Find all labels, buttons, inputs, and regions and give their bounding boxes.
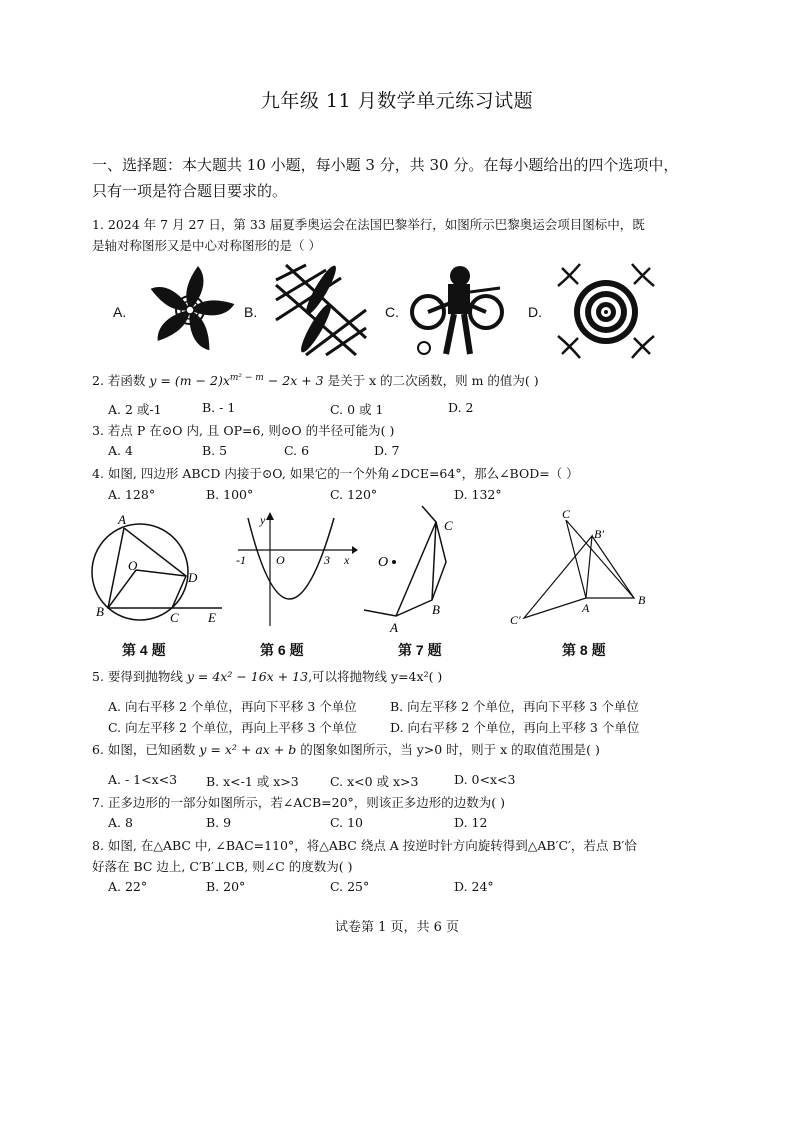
question-8-options	[108, 879, 708, 897]
page-footer: 试卷第 1 页，共 6 页	[334, 920, 460, 935]
fig4-label-b: B	[96, 604, 104, 619]
section-line-2: 只有一项是符合题目要求的。	[92, 182, 288, 200]
q2-option-b[interactable]: B. - 1	[202, 400, 236, 415]
q7-option-c[interactable]: C. 10	[330, 815, 363, 830]
question-5-suffix: ,可以将抛物线 y=4x²( )	[308, 669, 443, 684]
fencing-icon	[266, 260, 370, 360]
q8-option-d[interactable]: D. 24°	[454, 879, 494, 894]
q6-option-c[interactable]: C. x<0 或 x>3	[330, 774, 419, 789]
question-4-options	[108, 487, 708, 505]
question-8	[92, 835, 716, 877]
fig4-label-c: C	[170, 610, 179, 625]
q1-label-b: B.	[244, 304, 258, 320]
q8-option-a[interactable]: A. 22°	[108, 879, 148, 894]
q2-option-d[interactable]: D. 2	[448, 400, 474, 415]
question-6-prefix: 6. 如图，已知函数	[92, 742, 200, 757]
question-5-formula: y = 4x² − 16x + 13	[186, 669, 309, 684]
fig6-label-x: x	[344, 553, 350, 567]
question-2-suffix: 是关于 x 的二次函数，则 m 的值为( )	[323, 373, 539, 389]
cyclist-icon	[408, 262, 508, 360]
q2-option-a[interactable]: A. 2 或-1	[108, 402, 162, 417]
q2-option-c[interactable]: C. 0 或 1	[330, 402, 384, 417]
exam-title: 九年级 11 月数学单元练习试题	[260, 90, 534, 112]
question-1-line-2: 是轴对称图形又是中心对称图形的是（ ）	[92, 238, 321, 253]
fig8-label-c-prime: C′	[510, 613, 521, 627]
caption-figure-4: 第 4 题	[122, 642, 166, 658]
q3-option-a[interactable]: A. 4	[108, 443, 133, 458]
question-5-options-row-2	[108, 718, 708, 736]
question-7-options	[108, 815, 708, 833]
question-3: 3. 若点 P 在⊙O 内, 且 OP=6, 则⊙O 的半径可能为( )	[92, 423, 395, 438]
question-2-formula: y = (m − 2)x	[149, 373, 230, 389]
pinwheel-icon	[142, 262, 238, 358]
figure-8-triangle	[506, 508, 656, 630]
question-6-suffix: 的图象如图所示，当 y>0 时，则于 x 的取值范围是( )	[296, 742, 600, 757]
fig7-label-b: B	[432, 602, 440, 617]
question-6-formula: y = x² + ax + b	[199, 742, 297, 757]
caption-figure-8: 第 8 题	[562, 642, 606, 658]
q4-option-d[interactable]: D. 132°	[454, 487, 502, 502]
q3-option-d[interactable]: D. 7	[374, 443, 400, 458]
question-2	[92, 368, 716, 391]
q6-option-a[interactable]: A. - 1<x<3	[108, 772, 178, 787]
q3-option-c[interactable]: C. 6	[284, 443, 310, 458]
q4-option-b[interactable]: B. 100°	[206, 487, 254, 502]
question-5-options-row-1	[108, 697, 708, 715]
fig7-label-a: A	[390, 620, 398, 634]
fig8-label-b: B	[638, 593, 646, 607]
question-8-line-2: 好落在 BC 边上, C′B′⊥CB, 则∠C 的度数为( )	[92, 859, 353, 874]
fig8-label-a: A	[582, 601, 590, 615]
fig6-label-3: 3	[324, 553, 330, 567]
q5-option-c[interactable]: C. 向左平移 2 个单位，再向上平移 3 个单位	[108, 720, 357, 735]
q8-option-b[interactable]: B. 20°	[206, 879, 246, 894]
section-line-1: 一、选择题：本大题共 10 小题，每小题 3 分，共 30 分。在每小题给出的四个选项中，	[92, 156, 679, 174]
fig7-label-c: C	[444, 518, 453, 533]
caption-figure-7: 第 7 题	[398, 642, 442, 658]
figure-7-polygon	[362, 504, 472, 634]
q4-option-c[interactable]: C. 120°	[330, 487, 378, 502]
fig6-label-y: y	[260, 513, 266, 527]
q5-option-a[interactable]: A. 向右平移 2 个单位，再向下平移 3 个单位	[108, 699, 357, 714]
fig8-label-b-prime: B′	[594, 527, 604, 541]
question-2-formula-tail: − 2x + 3	[263, 373, 324, 389]
figure-4-circle	[88, 510, 226, 630]
fig8-label-c: C	[562, 508, 571, 521]
fig4-label-a: A	[118, 512, 126, 527]
archery-target-icon	[556, 262, 656, 360]
question-2-prefix: 2. 若函数	[92, 373, 150, 389]
figure-6-parabola	[230, 510, 360, 630]
q6-option-d[interactable]: D. 0<x<3	[454, 772, 516, 787]
q7-option-a[interactable]: A. 8	[108, 815, 133, 830]
fig6-label-o: O	[276, 553, 285, 567]
fig4-label-d: D	[188, 570, 198, 585]
q6-option-b[interactable]: B. x<-1 或 x>3	[206, 774, 299, 789]
fig7-label-o: O	[378, 555, 389, 570]
question-7: 7. 正多边形的一部分如图所示，若∠ACB=20°，则该正多边形的边数为( )	[92, 795, 506, 810]
question-3-options	[108, 443, 708, 461]
q7-option-b[interactable]: B. 9	[206, 815, 232, 830]
question-5	[92, 666, 716, 687]
question-2-exponent: m² − m	[229, 373, 264, 383]
q8-option-c[interactable]: C. 25°	[330, 879, 370, 894]
fig4-label-e: E	[208, 610, 216, 625]
q3-option-b[interactable]: B. 5	[202, 443, 228, 458]
caption-figure-6: 第 6 题	[260, 642, 304, 658]
q1-label-a: A.	[113, 304, 127, 320]
question-1	[92, 214, 716, 256]
fig4-label-o: O	[128, 558, 138, 573]
question-2-options	[108, 400, 708, 418]
question-8-line-1: 8. 如图, 在△ABC 中, ∠BAC=110°，将△ABC 绕点 A 按逆时针方向旋转得到△AB′C′，若点 B′恰	[92, 838, 637, 853]
question-5-prefix: 5. 要得到抛物线	[92, 669, 187, 684]
q1-label-c: C.	[385, 304, 399, 320]
fig6-label-neg1: -1	[236, 553, 246, 567]
question-6-options	[108, 772, 708, 790]
q4-option-a[interactable]: A. 128°	[108, 487, 156, 502]
question-4: 4. 如图, 四边形 ABCD 内接于⊙O, 如果它的一个外角∠DCE=64°，那么∠BOD=（ ）	[92, 466, 579, 481]
q5-option-d[interactable]: D. 向右平移 2 个单位，再向上平移 3 个单位	[390, 720, 640, 735]
question-1-line-1: 1. 2024 年 7 月 27 日，第 33 届夏季奥运会在法国巴黎举行，如图所示巴黎奥运会项目图标中，既	[92, 217, 645, 232]
section-heading	[92, 152, 712, 204]
q7-option-d[interactable]: D. 12	[454, 815, 488, 830]
q1-label-d: D.	[528, 304, 542, 320]
question-6	[92, 739, 716, 760]
q5-option-b[interactable]: B. 向左平移 2 个单位，再向下平移 3 个单位	[390, 699, 639, 714]
